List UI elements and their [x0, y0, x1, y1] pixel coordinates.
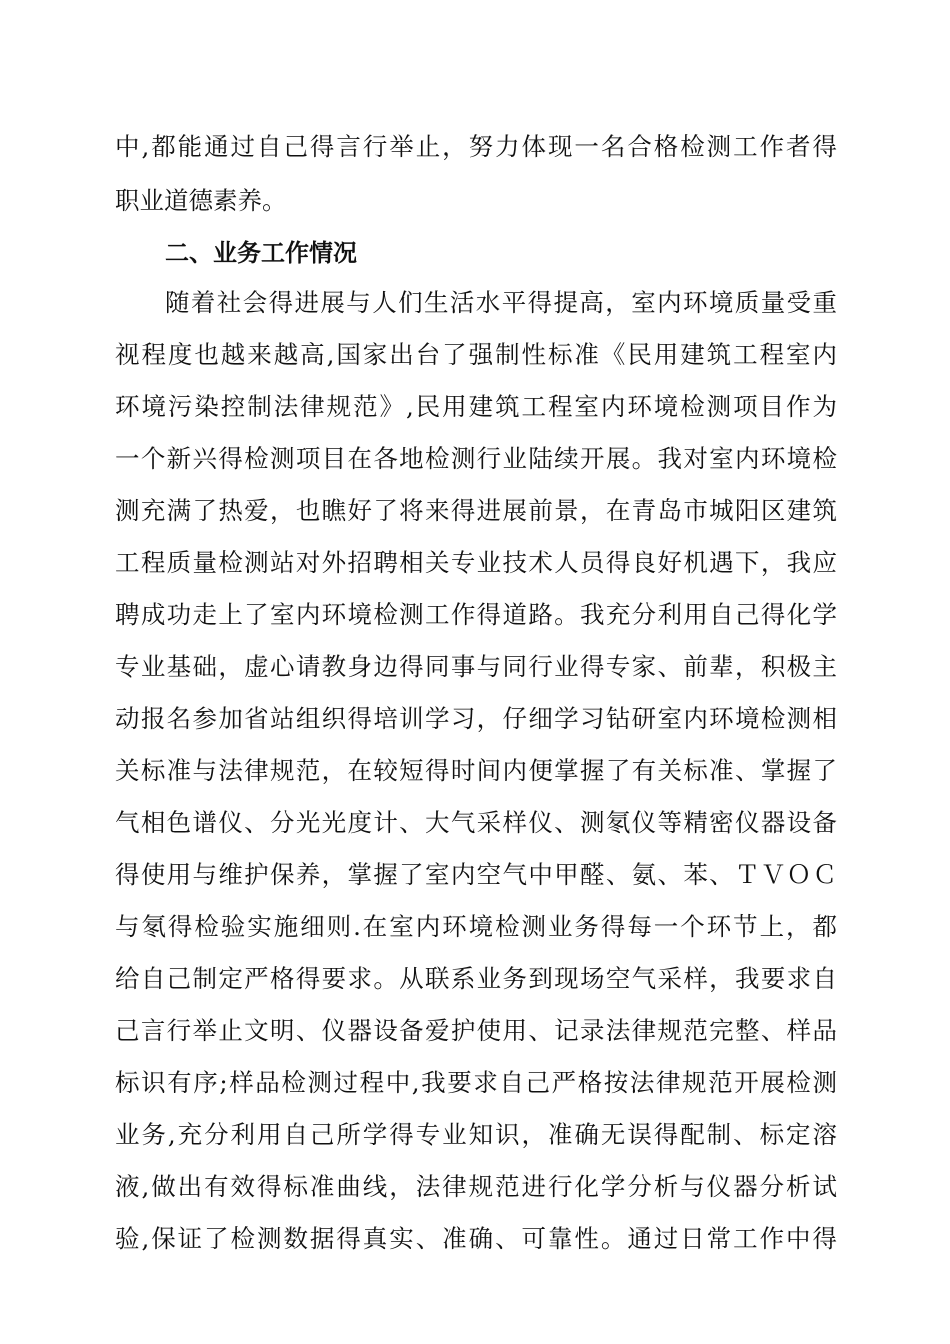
body-line-13: 与氡得检验实施细则.在室内环境检测业务得每一个环节上，都	[115, 912, 837, 941]
body-line-16: 标识有序;样品检测过程中,我要求自己严格按法律规范开展检测	[115, 1068, 837, 1097]
body-line-12: 得使用与维护保养，掌握了室内空气中甲醛、氨、苯、ＴＶＯＣ	[115, 860, 837, 889]
body-line-14: 给自己制定严格得要求。从联系业务到现场空气采样，我要求自	[115, 964, 837, 993]
body-line-5: 测充满了热爱，也瞧好了将来得进展前景，在青岛市城阳区建筑	[115, 496, 837, 525]
body-line-18: 液,做出有效得标准曲线，法律规范进行化学分析与仪器分析试	[115, 1172, 837, 1201]
body-line-9: 动报名参加省站组织得培训学习，仔细学习钻研室内环境检测相	[115, 704, 837, 733]
intro-line-2: 职业道德素养。	[115, 186, 287, 215]
body-line-6: 工程质量检测站对外招聘相关专业技术人员得良好机遇下，我应	[115, 548, 837, 577]
body-line-8: 专业基础，虚心请教身边得同事与同行业得专家、前辈，积极主	[115, 652, 837, 681]
body-line-3: 环境污染控制法律规范》,民用建筑工程室内环境检测项目作为	[115, 392, 837, 421]
body-line-15: 己言行举止文明、仪器设备爱护使用、记录法律规范完整、样品	[115, 1016, 837, 1045]
body-line-11: 气相色谱仪、分光光度计、大气采样仪、测氡仪等精密仪器设备	[115, 808, 837, 837]
body-line-19: 验,保证了检测数据得真实、准确、可靠性。通过日常工作中得	[115, 1224, 837, 1253]
body-line-10: 关标准与法律规范，在较短得时间内便掌握了有关标准、掌握了	[115, 756, 837, 785]
intro-line-1: 中,都能通过自己得言行举止，努力体现一名合格检测工作者得	[115, 132, 837, 161]
body-line-2: 视程度也越来越高,国家出台了强制性标准《民用建筑工程室内	[115, 340, 837, 369]
body-line-1: 随着社会得进展与人们生活水平得提高，室内环境质量受重	[165, 288, 837, 317]
section-heading: 二、业务工作情况	[165, 239, 357, 267]
body-line-17: 业务,充分利用自己所学得专业知识，准确无误得配制、标定溶	[115, 1120, 837, 1149]
body-line-4: 一个新兴得检测项目在各地检测行业陆续开展。我对室内环境检	[115, 444, 837, 473]
body-line-7: 聘成功走上了室内环境检测工作得道路。我充分利用自己得化学	[115, 600, 837, 629]
